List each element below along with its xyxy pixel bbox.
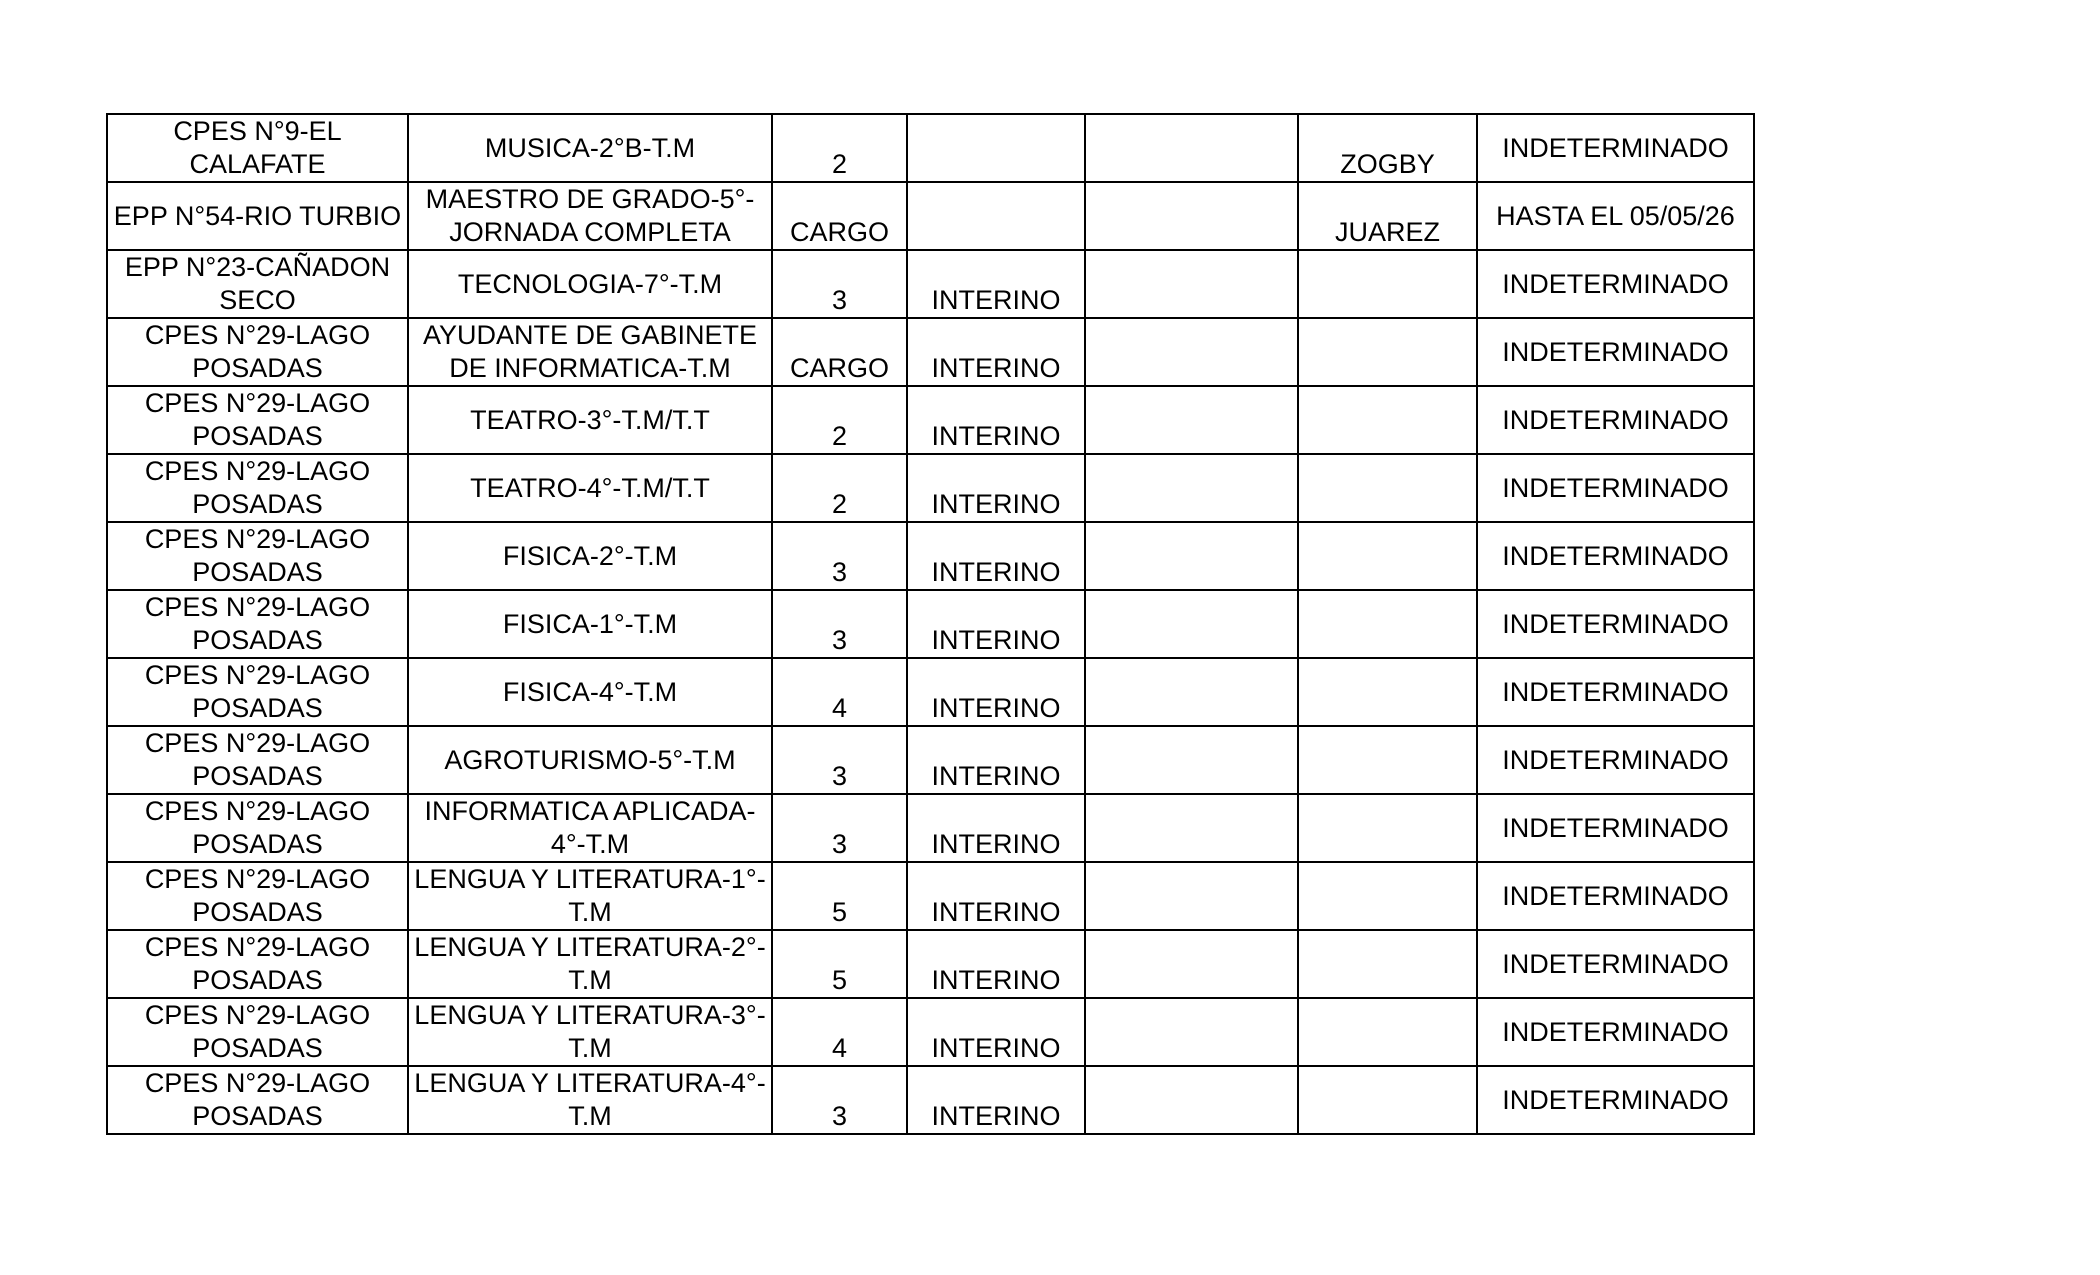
until-cell: INDETERMINADO [1477,454,1754,522]
school-cell: CPES N°29-LAGO POSADAS [107,726,408,794]
name-cell [1298,522,1477,590]
table-row [107,454,1754,522]
subject-cell: TECNOLOGIA-7°-T.M [408,250,772,318]
blank-cell [1085,658,1298,726]
subject-cell: LENGUA Y LITERATURA-2°-T.M [408,930,772,998]
school-cell: CPES N°29-LAGO POSADAS [107,318,408,386]
name-cell [1298,454,1477,522]
table-row [107,794,1754,862]
name-cell: ZOGBY [1298,114,1477,182]
blank-cell [1085,930,1298,998]
table-row [107,318,1754,386]
status-cell: INTERINO [907,658,1085,726]
school-cell: CPES N°29-LAGO POSADAS [107,590,408,658]
school-cell: CPES N°29-LAGO POSADAS [107,862,408,930]
table-row [107,590,1754,658]
name-cell [1298,386,1477,454]
status-cell: INTERINO [907,386,1085,454]
until-cell: INDETERMINADO [1477,726,1754,794]
name-cell [1298,930,1477,998]
status-cell: INTERINO [907,862,1085,930]
school-cell: CPES N°29-LAGO POSADAS [107,386,408,454]
blank-cell [1085,590,1298,658]
name-cell [1298,862,1477,930]
subject-cell: TEATRO-4°-T.M/T.T [408,454,772,522]
status-cell: INTERINO [907,1066,1085,1134]
school-cell: CPES N°29-LAGO POSADAS [107,454,408,522]
blank-cell [1085,250,1298,318]
school-cell: CPES N°29-LAGO POSADAS [107,998,408,1066]
subject-cell: MAESTRO DE GRADO-5°-JORNADA COMPLETA [408,182,772,250]
school-cell: EPP N°54-RIO TURBIO [107,182,408,250]
subject-cell: LENGUA Y LITERATURA-1°-T.M [408,862,772,930]
table-row [107,726,1754,794]
school-cell: CPES N°29-LAGO POSADAS [107,658,408,726]
hours-cell: 4 [772,998,907,1066]
subject-cell: LENGUA Y LITERATURA-4°-T.M [408,1066,772,1134]
until-cell: INDETERMINADO [1477,590,1754,658]
hours-cell: 3 [772,250,907,318]
subject-cell: INFORMATICA APLICADA-4°-T.M [408,794,772,862]
until-cell: INDETERMINADO [1477,318,1754,386]
hours-cell: 2 [772,114,907,182]
hours-cell: 3 [772,726,907,794]
vacancy-table [106,113,1755,1135]
table-body [107,114,1754,1134]
status-cell [907,182,1085,250]
name-cell [1298,1066,1477,1134]
until-cell: INDETERMINADO [1477,794,1754,862]
name-cell [1298,590,1477,658]
until-cell: HASTA EL 05/05/26 [1477,182,1754,250]
table-row [107,1066,1754,1134]
table-row [107,930,1754,998]
status-cell: INTERINO [907,998,1085,1066]
hours-cell: 4 [772,658,907,726]
subject-cell: AYUDANTE DE GABINETE DE INFORMATICA-T.M [408,318,772,386]
table-row [107,250,1754,318]
table-row [107,114,1754,182]
name-cell [1298,250,1477,318]
blank-cell [1085,182,1298,250]
status-cell: INTERINO [907,726,1085,794]
until-cell: INDETERMINADO [1477,250,1754,318]
table-row [107,522,1754,590]
school-cell: CPES N°29-LAGO POSADAS [107,522,408,590]
school-cell: CPES N°29-LAGO POSADAS [107,930,408,998]
until-cell: INDETERMINADO [1477,522,1754,590]
subject-cell: TEATRO-3°-T.M/T.T [408,386,772,454]
table-row [107,386,1754,454]
name-cell [1298,658,1477,726]
blank-cell [1085,998,1298,1066]
hours-cell: CARGO [772,318,907,386]
status-cell: INTERINO [907,454,1085,522]
table-row [107,862,1754,930]
blank-cell [1085,1066,1298,1134]
name-cell [1298,794,1477,862]
blank-cell [1085,454,1298,522]
hours-cell: 2 [772,386,907,454]
name-cell [1298,998,1477,1066]
hours-cell: 3 [772,1066,907,1134]
school-cell: EPP N°23-CAÑADON SECO [107,250,408,318]
blank-cell [1085,794,1298,862]
until-cell: INDETERMINADO [1477,658,1754,726]
until-cell: INDETERMINADO [1477,930,1754,998]
subject-cell: FISICA-1°-T.M [408,590,772,658]
status-cell: INTERINO [907,930,1085,998]
status-cell: INTERINO [907,522,1085,590]
status-cell: INTERINO [907,590,1085,658]
subject-cell: LENGUA Y LITERATURA-3°-T.M [408,998,772,1066]
blank-cell [1085,862,1298,930]
hours-cell: 3 [772,794,907,862]
table-row [107,182,1754,250]
school-cell: CPES N°29-LAGO POSADAS [107,794,408,862]
hours-cell: 3 [772,522,907,590]
status-cell [907,114,1085,182]
blank-cell [1085,318,1298,386]
until-cell: INDETERMINADO [1477,998,1754,1066]
subject-cell: FISICA-2°-T.M [408,522,772,590]
school-cell: CPES N°9-EL CALAFATE [107,114,408,182]
until-cell: INDETERMINADO [1477,862,1754,930]
blank-cell [1085,114,1298,182]
subject-cell: AGROTURISMO-5°-T.M [408,726,772,794]
blank-cell [1085,386,1298,454]
until-cell: INDETERMINADO [1477,114,1754,182]
subject-cell: FISICA-4°-T.M [408,658,772,726]
hours-cell: 5 [772,930,907,998]
blank-cell [1085,522,1298,590]
name-cell [1298,318,1477,386]
status-cell: INTERINO [907,794,1085,862]
status-cell: INTERINO [907,318,1085,386]
name-cell [1298,726,1477,794]
status-cell: INTERINO [907,250,1085,318]
school-cell: CPES N°29-LAGO POSADAS [107,1066,408,1134]
hours-cell: 5 [772,862,907,930]
hours-cell: 3 [772,590,907,658]
table-row [107,998,1754,1066]
name-cell: JUAREZ [1298,182,1477,250]
blank-cell [1085,726,1298,794]
hours-cell: CARGO [772,182,907,250]
until-cell: INDETERMINADO [1477,386,1754,454]
subject-cell: MUSICA-2°B-T.M [408,114,772,182]
hours-cell: 2 [772,454,907,522]
table-row [107,658,1754,726]
until-cell: INDETERMINADO [1477,1066,1754,1134]
